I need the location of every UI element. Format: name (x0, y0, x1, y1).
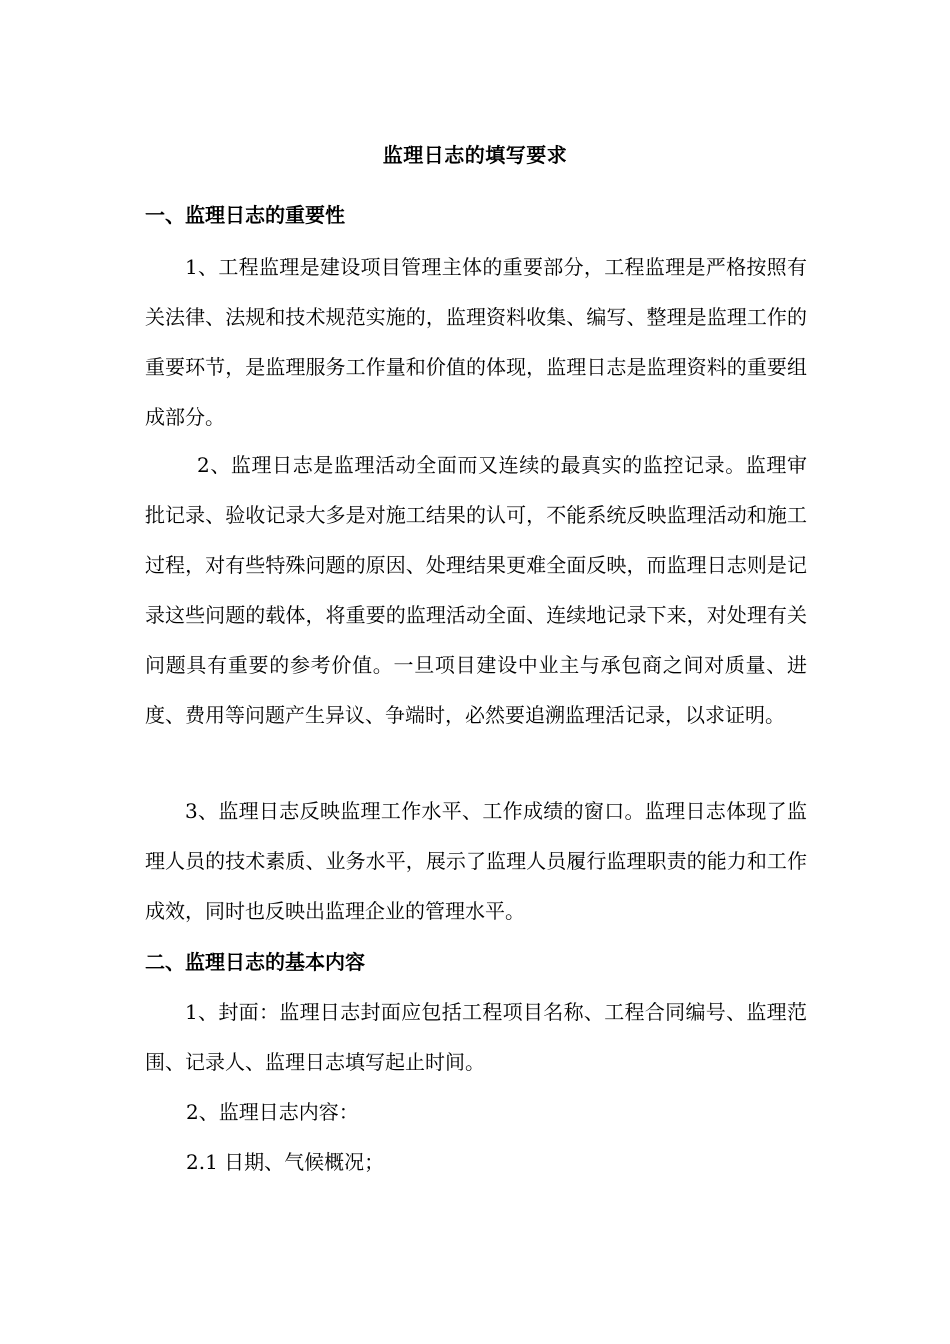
paragraph-1-2: 2、监理日志是监理活动全面而又连续的最真实的监控记录。监理审批记录、验收记录大多是对施工结果的认可，不能系统反映监理活动和施工过程，对有些特殊问题的原因、处理结果更难全面反映，而监理日志则是记录这些问题的载体，将重要的监理活动全面、连续地记录下来，对处理有关问题具有重要的参考价值。一旦项目建设中业主与承包商之间对质量、进度、费用等问题产生异议、争端时，必然要追溯监理活记录，以求证明。 (145, 453, 807, 727)
paragraph-1-3: 3、监理日志反映监理工作水平、工作成绩的窗口。监理日志体现了监理人员的技术素质、业务水平，展示了监理人员履行监理职责的能力和工作成效，同时也反映出监理企业的管理水平。 (145, 799, 807, 923)
document-title: 监理日志的填写要求 (382, 143, 568, 167)
section-heading-2: 二、监理日志的基本内容 (145, 950, 365, 974)
list-item-2: 2、监理日志内容： (186, 1100, 359, 1124)
list-item-2-1: 2.1 日期、气候概况； (186, 1150, 385, 1174)
paragraph-2-1: 1、封面：监理日志封面应包括工程项目名称、工程合同编号、监理范围、记录人、监理日志填写起止时间。 (145, 1000, 807, 1074)
section-heading-1: 一、监理日志的重要性 (145, 203, 345, 227)
paragraph-1-1: 1、工程监理是建设项目管理主体的重要部分，工程监理是严格按照有关法律、法规和技术规范实施的，监理资料收集、编写、整理是监理工作的重要环节，是监理服务工作量和价值的体现，监理日志是监理资料的重要组成部分。 (145, 255, 807, 429)
